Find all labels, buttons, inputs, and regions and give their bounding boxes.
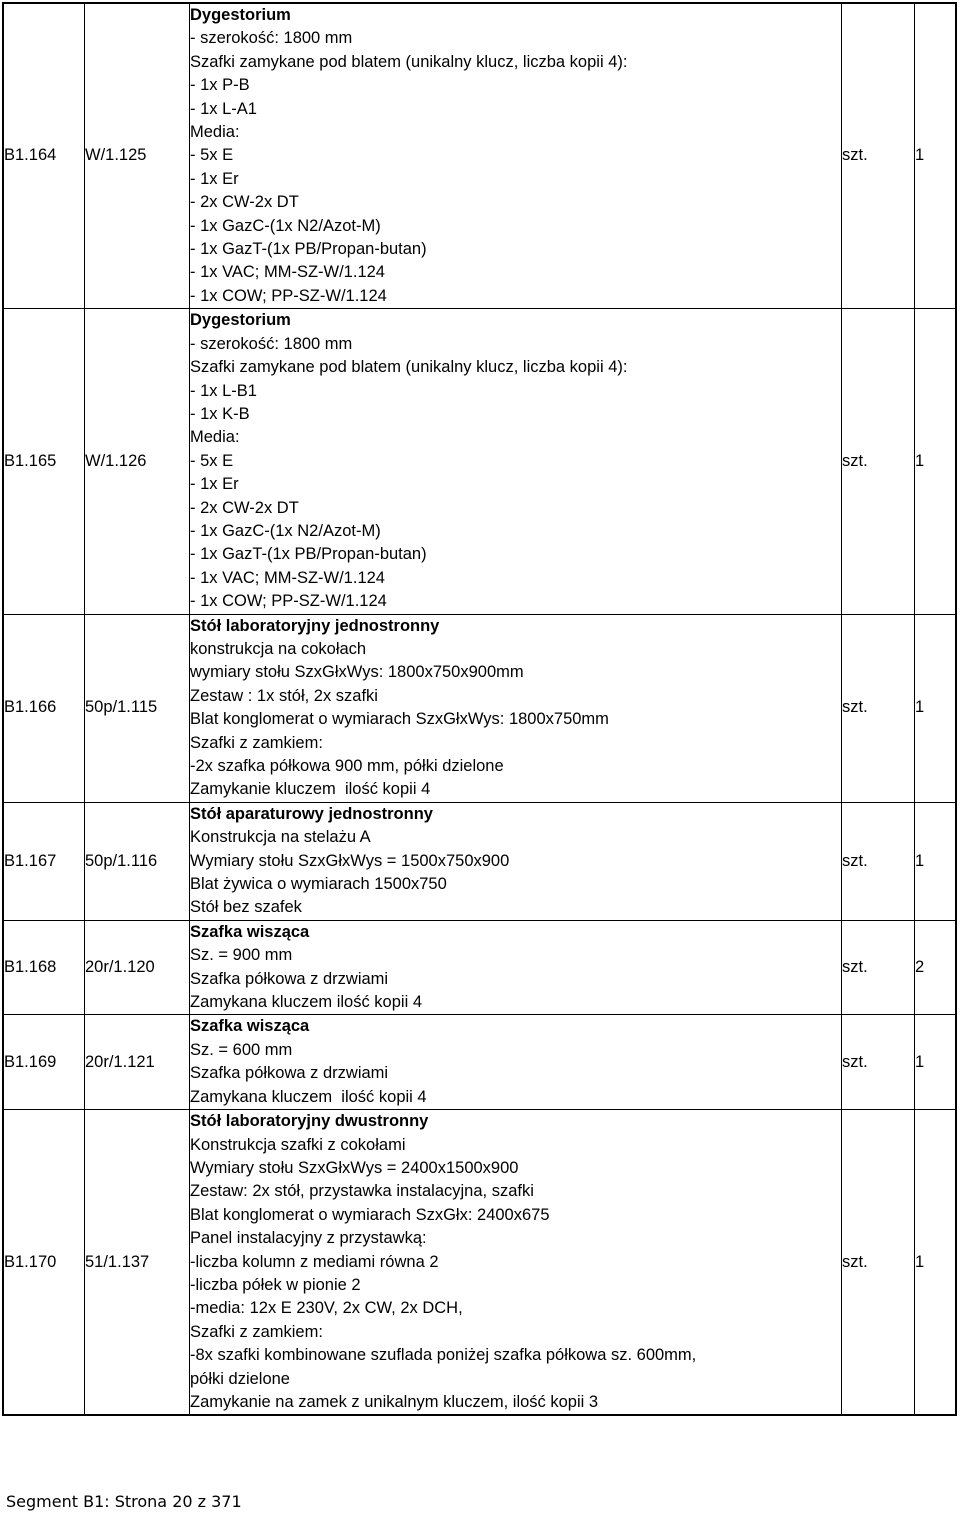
description-line: Stół bez szafek [190, 898, 302, 917]
description-line: -8x szafki kombinowane szuflada poniżej szafka półkowa sz. 600mm, [190, 1346, 697, 1365]
item-title: Stół aparaturowy jednostronny [190, 804, 433, 823]
description-line: Blat konglomerat o wymiarach SzxGłx: 2400x675 [190, 1205, 550, 1224]
item-description [190, 1015, 842, 1110]
description-line: - 1x GazC-(1x N2/Azot-M) [190, 216, 381, 235]
item-code: 51/1.137 [85, 1110, 190, 1416]
description-line: - 1x L-B1 [190, 381, 257, 400]
description-line: -2x szafka półkowa 900 mm, półki dzielone [190, 757, 504, 775]
description-line: - 1x P-B [190, 76, 250, 95]
description-line: - 2x CW-2x DT [190, 193, 299, 212]
description-line: - 1x GazT-(1x PB/Propan-butan) [190, 240, 427, 259]
description-line: - szerokość: 1800 mm [190, 334, 353, 353]
description-line: Szafki z zamkiem: [190, 733, 323, 752]
item-description [190, 920, 842, 1015]
quantity-value: 2 [915, 920, 957, 1015]
description-line: Wymiary stołu SzxGłxWys = 2400x1500x900 [190, 1158, 519, 1177]
description-line: Konstrukcja szafki z cokołami [190, 1135, 406, 1154]
description-line: wymiary stołu SzxGłxWys: 1800x750x900mm [190, 663, 524, 682]
table-row [3, 309, 956, 614]
item-number: B1.166 [3, 614, 85, 802]
item-description [190, 3, 842, 309]
description-line: Blat konglomerat o wymiarach SzxGłxWys: 1800x750mm [190, 710, 609, 729]
description-line: Zamykana kluczem ilość kopii 4 [190, 1087, 427, 1106]
unit-label: szt. [842, 920, 915, 1015]
item-title: Szafka wisząca [190, 922, 310, 941]
description-line: - 1x Er [190, 169, 239, 188]
item-title: Dygestorium [190, 6, 291, 24]
description-line: Zamykanie kluczem ilość kopii 4 [190, 780, 431, 799]
item-description [190, 614, 842, 802]
description-line: Szafki z zamkiem: [190, 1322, 323, 1341]
description-line: Wymiary stołu SzxGłxWys = 1500x750x900 [190, 851, 510, 870]
unit-label: szt. [842, 802, 915, 920]
table-row [3, 1110, 956, 1416]
description-line: Zestaw : 1x stół, 2x szafki [190, 686, 378, 705]
description-line: Zamykanie na zamek z unikalnym kluczem, ilość kopii 3 [190, 1392, 599, 1411]
quantity-value: 1 [915, 614, 957, 802]
description-line: - 1x GazC-(1x N2/Azot-M) [190, 521, 381, 540]
item-title: Szafka wisząca [190, 1017, 310, 1036]
item-title: Dygestorium [190, 311, 291, 330]
table-row [3, 802, 956, 920]
item-code: W/1.126 [85, 309, 190, 614]
description-line: - 5x E [190, 146, 234, 165]
item-number: B1.169 [3, 1015, 85, 1110]
item-number: B1.168 [3, 920, 85, 1015]
description-line: Szafka półkowa z drzwiami [190, 1064, 389, 1083]
item-number: B1.170 [3, 1110, 85, 1416]
item-code: 50p/1.115 [85, 614, 190, 802]
description-line: - 1x L-A1 [190, 99, 257, 118]
item-number: B1.164 [3, 3, 85, 309]
page-footer: Segment B1: Strona 20 z 371 [6, 1492, 242, 1511]
description-line: -media: 12x E 230V, 2x CW, 2x DCH, [190, 1299, 463, 1318]
description-line: -liczba kolumn z mediami równa 2 [190, 1252, 439, 1271]
description-line: Zamykana kluczem ilość kopii 4 [190, 993, 422, 1012]
description-line: - 1x GazT-(1x PB/Propan-butan) [190, 545, 427, 564]
description-line: Panel instalacyjny z przystawką: [190, 1229, 427, 1248]
table-body [3, 3, 956, 1415]
description-line: Sz. = 600 mm [190, 1040, 293, 1059]
description-line: - 1x COW; PP-SZ-W/1.124 [190, 592, 387, 611]
item-code: 20r/1.120 [85, 920, 190, 1015]
unit-label: szt. [842, 1015, 915, 1110]
item-code: 20r/1.121 [85, 1015, 190, 1110]
description-line: Szafki zamykane pod blatem (unikalny klucz, liczba kopii 4): [190, 358, 628, 377]
description-line: - 1x COW; PP-SZ-W/1.124 [190, 286, 387, 305]
item-description [190, 802, 842, 920]
description-line: Media: [190, 428, 240, 447]
quantity-value: 1 [915, 1110, 957, 1416]
description-line: Konstrukcja na stelażu A [190, 828, 371, 847]
description-line: Blat żywica o wymiarach 1500x750 [190, 875, 447, 894]
description-line: Szafki zamykane pod blatem (unikalny klucz, liczba kopii 4): [190, 52, 628, 71]
quantity-value: 1 [915, 802, 957, 920]
description-line: - 1x VAC; MM-SZ-W/1.124 [190, 568, 385, 587]
table-row [3, 3, 956, 309]
item-description [190, 1110, 842, 1416]
item-title: Stół laboratoryjny dwustronny [190, 1112, 429, 1131]
description-line: - 2x CW-2x DT [190, 498, 299, 517]
description-line: konstrukcja na cokołach [190, 639, 367, 658]
description-line: -liczba półek w pionie 2 [190, 1275, 361, 1294]
item-number: B1.165 [3, 309, 85, 614]
description-line: Zestaw: 2x stół, przystawka instalacyjna, szafki [190, 1182, 534, 1201]
description-line: - 1x VAC; MM-SZ-W/1.124 [190, 263, 385, 282]
item-code: W/1.125 [85, 3, 190, 309]
item-title: Stół laboratoryjny jednostronny [190, 616, 440, 635]
description-line: - 5x E [190, 451, 234, 470]
description-line: półki dzielone [190, 1369, 290, 1388]
description-line: Szafka półkowa z drzwiami [190, 969, 389, 988]
description-line: - 1x K-B [190, 404, 250, 423]
unit-label: szt. [842, 614, 915, 802]
item-description [190, 309, 842, 614]
unit-label: szt. [842, 309, 915, 614]
description-line: Sz. = 900 mm [190, 946, 293, 965]
unit-label: szt. [842, 3, 915, 309]
description-line: - szerokość: 1800 mm [190, 29, 353, 48]
quantity-value: 1 [915, 3, 957, 309]
table-row [3, 614, 956, 802]
item-code: 50p/1.116 [85, 802, 190, 920]
quantity-value: 1 [915, 309, 957, 614]
item-number: B1.167 [3, 802, 85, 920]
unit-label: szt. [842, 1110, 915, 1416]
description-line: Media: [190, 123, 240, 142]
quantity-value: 1 [915, 1015, 957, 1110]
specification-table [2, 2, 957, 1416]
description-line: - 1x Er [190, 475, 239, 494]
table-row [3, 1015, 956, 1110]
table-row [3, 920, 956, 1015]
